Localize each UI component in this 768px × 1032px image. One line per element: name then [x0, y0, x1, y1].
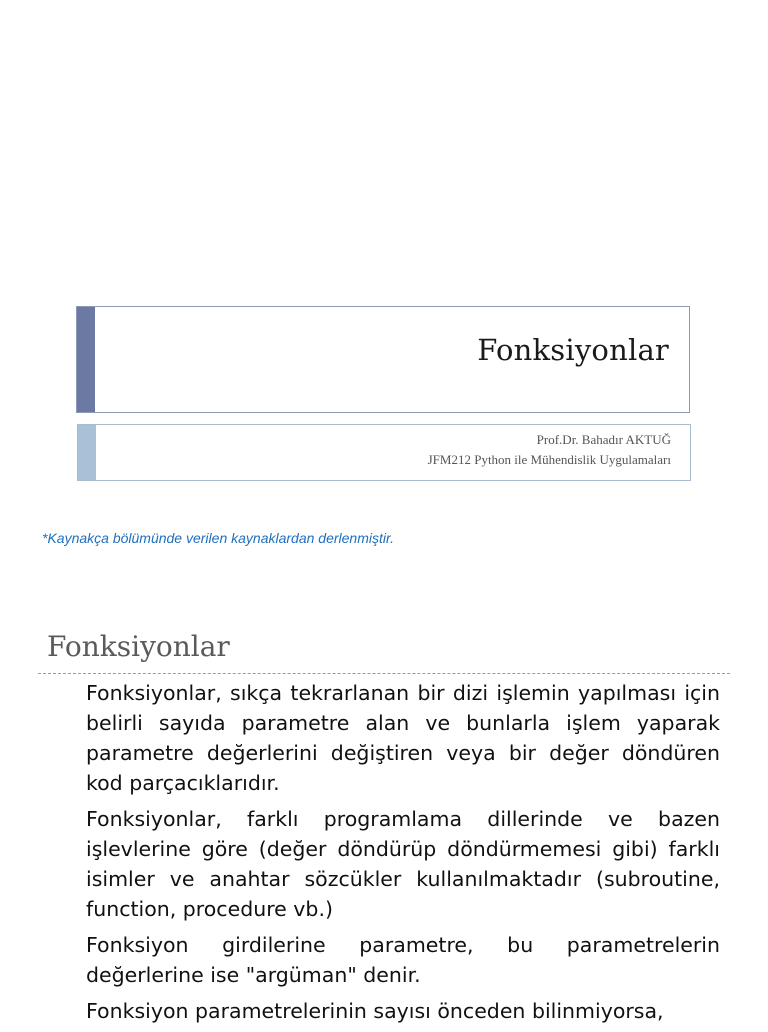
content-slide-title: Fonksiyonlar: [47, 630, 230, 663]
source-note: *Kaynakça bölümünde verilen kaynaklardan derlenmiştir.: [42, 530, 395, 546]
slide-title: Fonksiyonlar: [477, 333, 669, 367]
subtitle-box: [77, 424, 691, 481]
title-box: [76, 306, 690, 413]
course-name: JFM212 Python ile Mühendislik Uygulamaları: [427, 452, 671, 467]
title-accent-bar: [77, 307, 95, 412]
paragraph: Fonksiyonlar, sıkça tekrarlanan bir dizi işlemin yapılması için belirli sayıda parametre alan ve bunlarla işlem yaparak parametre değerlerini değiştiren veya bir değer döndüren kod parçacıklarıdır.: [86, 681, 720, 795]
paragraph: Fonksiyonlar, farklı programlama dillerinde ve bazen işlevlerine göre (değer döndürüp döndürmemesi gibi) farklı isimler ve anahtar sözcükler kullanılmaktadır (subroutine, function, procedure vb.): [86, 807, 720, 921]
title-divider: [38, 673, 730, 674]
author-name: Prof.Dr. Bahadır AKTUĞ: [536, 432, 671, 447]
paragraph: Fonksiyon parametrelerinin sayısı önceden bilinmiyorsa,: [86, 999, 664, 1023]
paragraph: Fonksiyon girdilerine parametre, bu parametrelerin değerlerine ise "argüman" denir.: [86, 933, 720, 987]
content-slide: [0, 600, 768, 1024]
content-body: [86, 678, 720, 1032]
subtitle-accent-bar: [78, 425, 96, 480]
